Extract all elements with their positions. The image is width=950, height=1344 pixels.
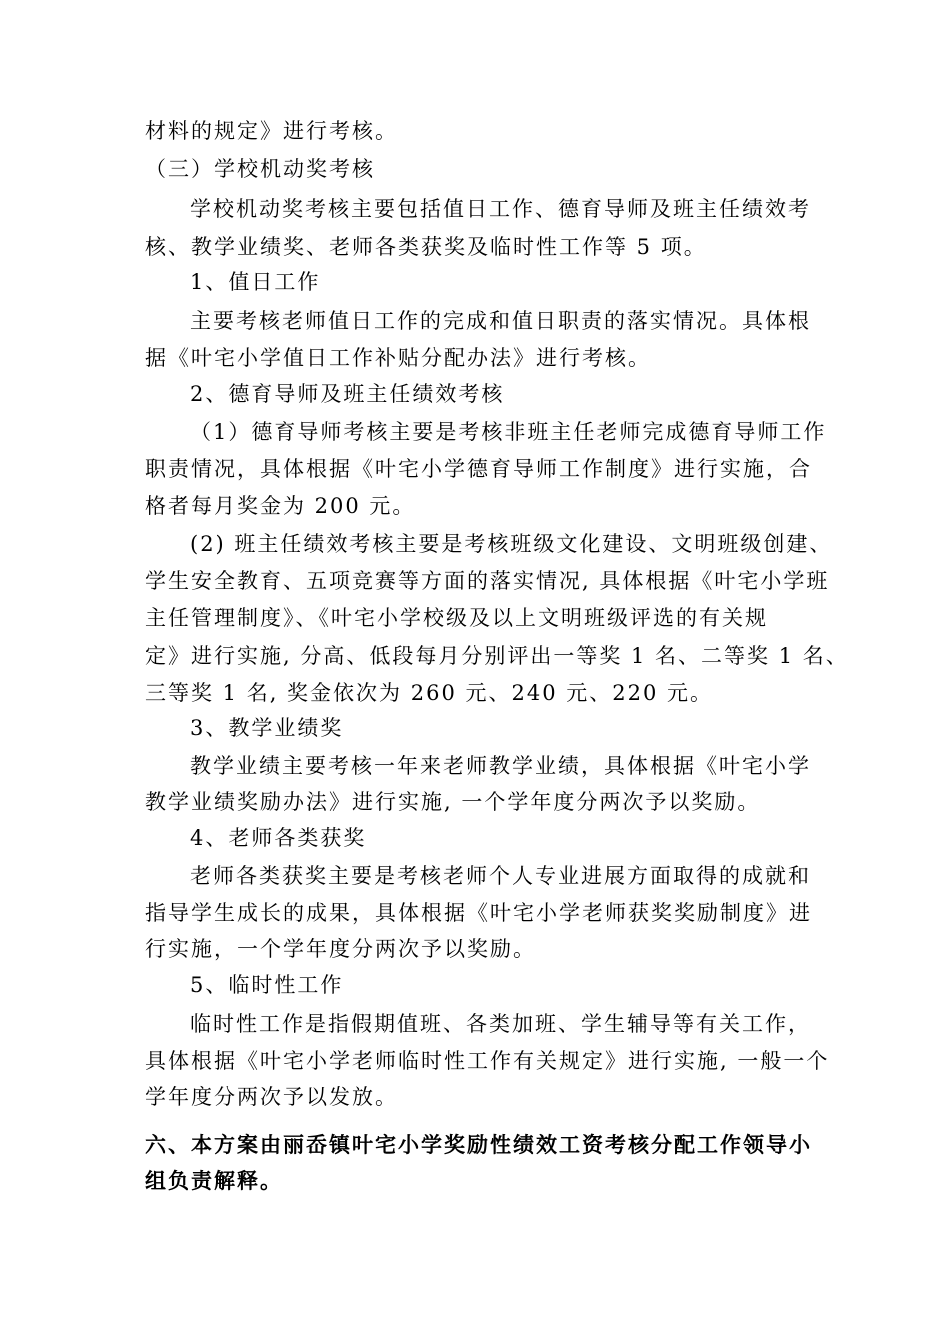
paragraph-line: 三等奖 1 名, 奖金依次为 260 元、240 元、220 元。: [145, 681, 714, 705]
paragraph-line: 教学业绩奖励办法》进行实施, 一个学年度分两次予以奖励。: [145, 790, 761, 814]
paragraph-line: 材料的规定》进行考核。: [145, 119, 398, 143]
subsection-heading: 3、教学业绩奖: [190, 716, 344, 740]
paragraph-line: 据《叶宅小学值日工作补贴分配办法》进行考核。: [145, 346, 651, 370]
paragraph-line: 定》进行实施, 分高、低段每月分别评出一等奖 1 名、二等奖 1 名、: [145, 644, 849, 668]
paragraph-line: 格者每月奖金为 200 元。: [145, 494, 416, 518]
paragraph-line: 核、教学业绩奖、老师各类获奖及临时性工作等 5 项。: [145, 235, 707, 259]
paragraph-line: 临时性工作是指假期值班、各类加班、学生辅导等有关工作，: [190, 1012, 811, 1036]
closing-statement-line: 组负责解释。: [145, 1168, 283, 1193]
paragraph-line: 职责情况，具体根据《叶宅小学德育导师工作制度》进行实施，合: [145, 457, 812, 481]
paragraph-line: 具体根据《叶宅小学老师临时性工作有关规定》进行实施, 一般一个: [145, 1049, 830, 1073]
subsection-heading: 1、值日工作: [190, 270, 321, 294]
paragraph-line: 主任管理制度》、《叶宅小学校级及以上文明班级评选的有关规: [145, 606, 768, 630]
subsection-heading: 2、德育导师及班主任绩效考核: [190, 382, 505, 406]
paragraph-line: 行实施，一个学年度分两次予以奖励。: [145, 937, 536, 961]
closing-statement-line: 六、本方案由丽岙镇叶宅小学奖励性绩效工资考核分配工作领导小: [145, 1132, 812, 1157]
paragraph-line: 主要考核老师值日工作的完成和值日职责的落实情况。具体根: [190, 309, 811, 333]
paragraph-line: （1）德育导师考核主要是考核非班主任老师完成德育导师工作: [190, 420, 827, 444]
paragraph-line: 学年度分两次予以发放。: [145, 1085, 398, 1109]
paragraph-line: 学生安全教育、五项竞赛等方面的落实情况, 具体根据《叶宅小学班: [145, 569, 830, 593]
paragraph-line: 指导学生成长的成果，具体根据《叶宅小学老师获奖奖励制度》进: [145, 901, 812, 925]
paragraph-line: 老师各类获奖主要是考核老师个人专业进展方面取得的成就和: [190, 864, 811, 888]
subsection-heading: 5、临时性工作: [190, 973, 344, 997]
paragraph-line: (2) 班主任绩效考核主要是考核班级文化建设、文明班级创建、: [190, 532, 833, 556]
section-heading: （三）学校机动奖考核: [145, 157, 375, 181]
paragraph-line: 教学业绩主要考核一年来老师教学业绩，具体根据《叶宅小学: [190, 754, 811, 778]
paragraph-line: 学校机动奖考核主要包括值日工作、德育导师及班主任绩效考: [190, 197, 811, 221]
subsection-heading: 4、老师各类获奖: [190, 826, 367, 850]
